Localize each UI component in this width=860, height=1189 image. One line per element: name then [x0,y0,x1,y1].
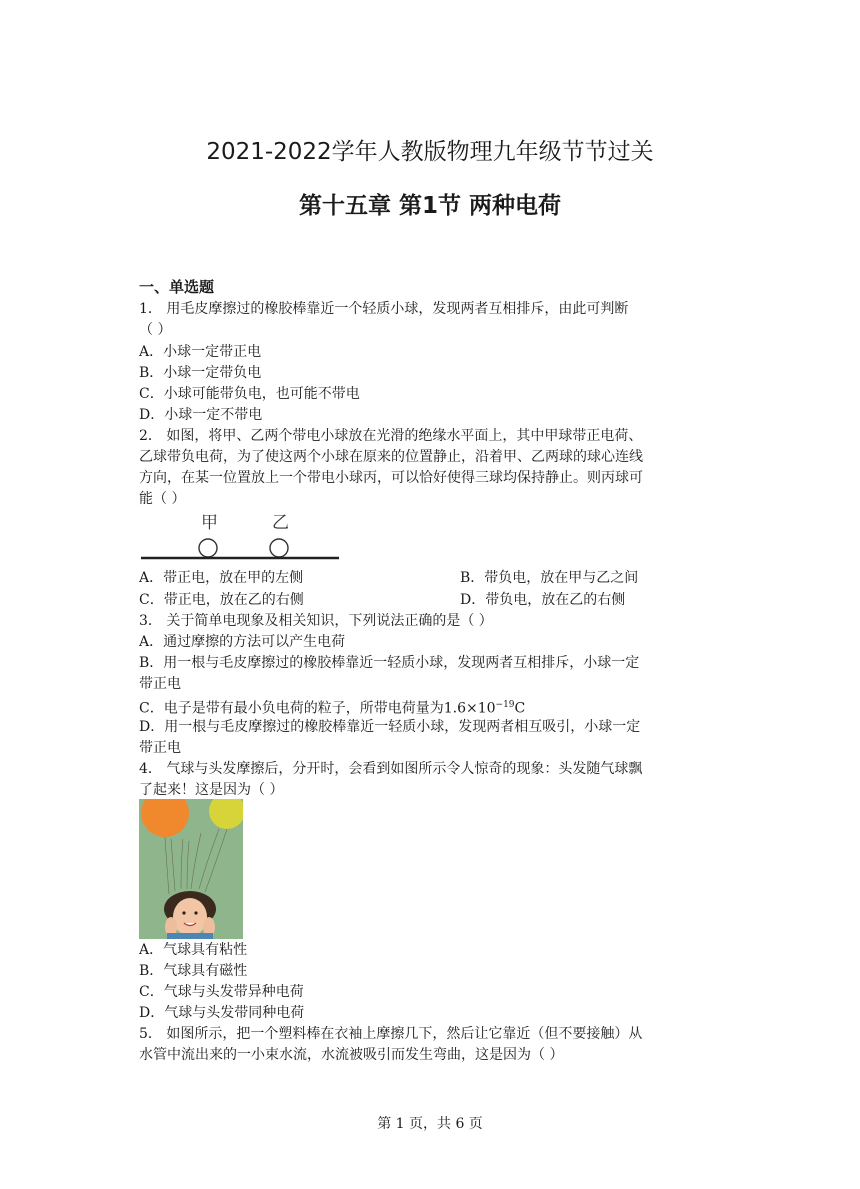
q5-stem: 5． 如图所示，把一个塑料棒在衣袖上摩擦几下，然后让它靠近（但不要接触）从 [139,1026,643,1042]
q3-stem: 3． 关于简单电现象及相关知识，下列说法正确的是（ ） [139,613,493,629]
q2-stem-cont: 方向，在某一位置放上一个带电小球丙，可以恰好使得三球均保持静止。则丙球可 [139,470,643,486]
q4-option-a: A．气球具有粘性 [139,942,248,958]
q2-option-c: C．带正电，放在乙的右侧 [139,592,304,608]
q2-option-d: D．带负电，放在乙的右侧 [460,592,626,608]
two-balls-figure [139,508,341,566]
q1-option-d: D．小球一定不带电 [139,407,263,423]
q1-option-c: C．小球可能带负电，也可能不带电 [139,386,360,402]
q4-stem: 4． 气球与头发摩擦后，分开时，会看到如图所示令人惊奇的现象：头发随气球飘 [139,761,643,777]
q2-stem-cont: 乙球带负电荷，为了使这两个小球在原来的位置静止，沿着甲、乙两球的球心连线 [139,449,643,465]
ball-yi [270,539,288,557]
charge-exponent: −19 [495,700,515,710]
ball-label-jia: 甲 [201,513,218,533]
charge-value: 1.6×10 [443,700,496,717]
q4-option-b: B．气球具有磁性 [139,963,248,979]
q3-option-d: D．用一根与毛皮摩擦过的橡胶棒靠近一轻质小球，发现两者相互吸引，小球一定 [139,719,641,735]
q1-stem: 1． 用毛皮摩擦过的橡胶棒靠近一个轻质小球，发现两者互相排斥，由此可判断 [139,301,629,317]
q5-stem-cont: 水管中流出来的一小束水流，水流被吸引而发生弯曲，这是因为（ ） [139,1047,564,1063]
chapter-title: 第十五章 第1节 两种电荷 [298,193,562,219]
q2-option-b: B．带负电，放在甲与乙之间 [460,570,639,586]
q1-stem-cont: （ ） [139,322,172,338]
q4-option-d: D．气球与头发带同种电荷 [139,1005,305,1021]
q3-option-b: B．用一根与毛皮摩擦过的橡胶棒靠近一轻质小球，发现两者互相排斥，小球一定 [139,655,640,671]
charge-unit: C [514,700,526,717]
document-title: 2021-2022学年人教版物理九年级节节过关 [206,139,654,165]
q3-option-b-cont: 带正电 [139,676,181,692]
q1-option-a: A．小球一定带正电 [139,344,262,360]
page-footer: 第 1 页，共 6 页 [377,1116,483,1132]
q4-option-c: C．气球与头发带异种电荷 [139,984,304,1000]
q3-option-a: A．通过摩擦的方法可以产生电荷 [139,634,346,650]
q2-option-a: A．带正电，放在甲的左侧 [139,570,304,586]
balloon-hair-photo [139,799,243,939]
section-heading: 一、单选题 [139,278,215,296]
q3-option-c-text: C．电子是带有最小负电荷的粒子，所带电荷量为 [139,700,444,717]
ball-jia [199,539,217,557]
q2-stem-cont: 能（ ） [139,491,186,507]
q3-option-d-cont: 带正电 [139,740,181,756]
q4-stem-cont: 了起来！这是因为（ ） [139,782,284,798]
q1-option-b: B．小球一定带负电 [139,365,262,381]
ball-label-yi: 乙 [272,513,289,533]
q2-stem: 2． 如图，将甲、乙两个带电小球放在光滑的绝缘水平面上，其中甲球带正电荷、 [139,428,643,444]
q3-option-c [139,695,525,719]
face [173,898,207,936]
